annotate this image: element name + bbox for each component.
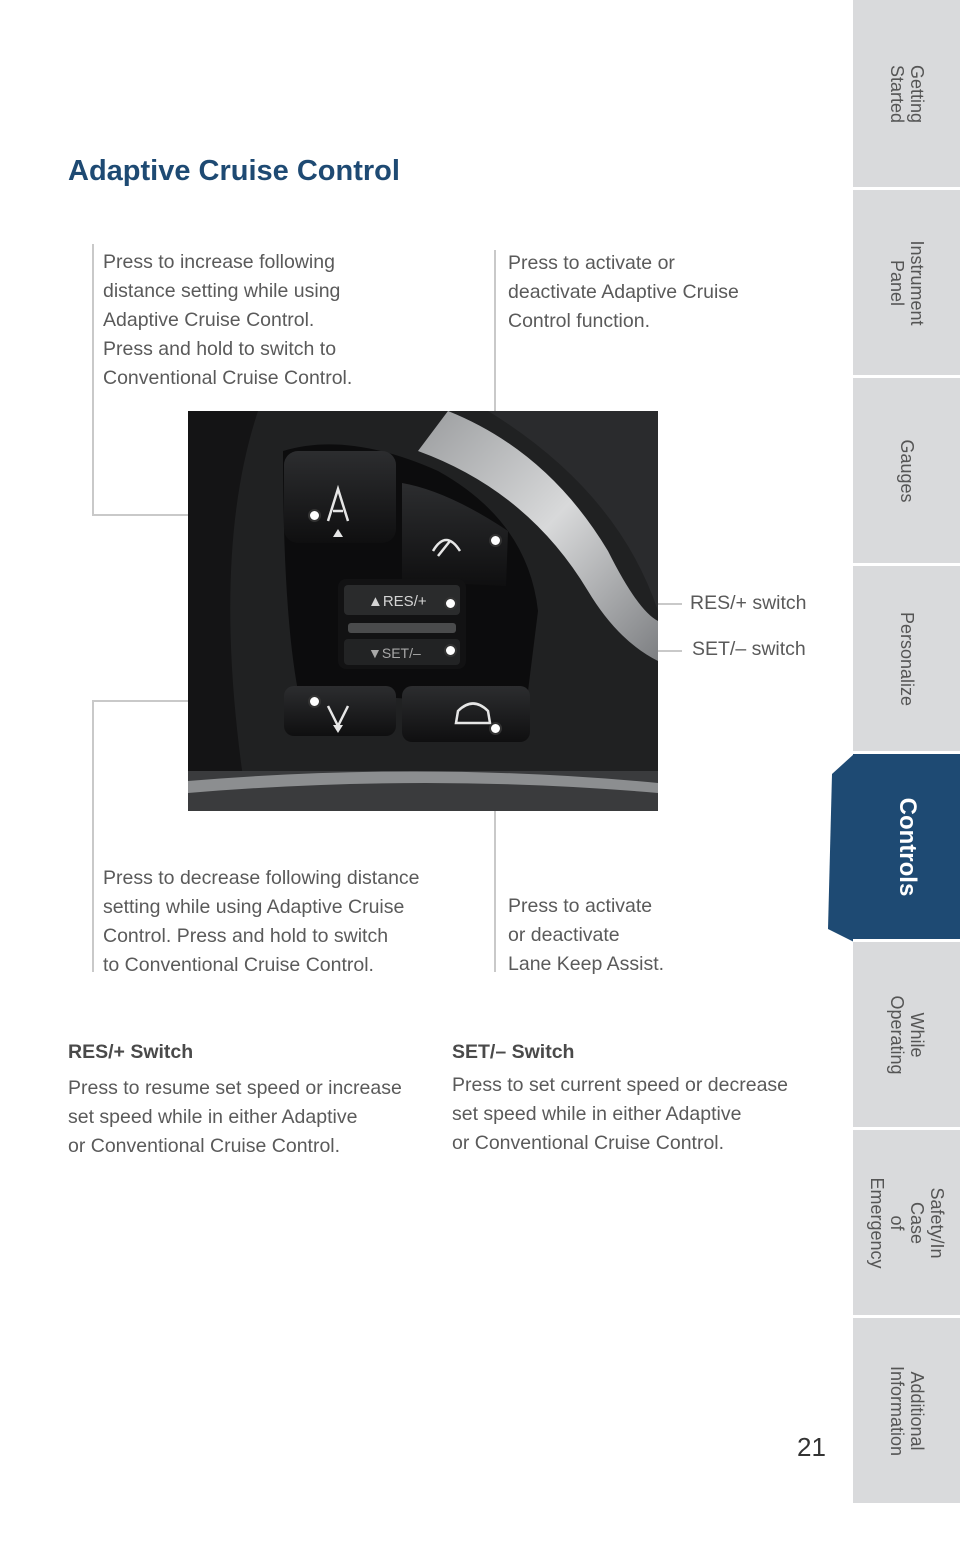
res-switch-label: RES/+ switch <box>690 592 807 614</box>
tab-label: Additional Information <box>886 1365 927 1456</box>
lane-keep-callout: Press to activate or deactivate Lane Keep Assist. <box>508 895 665 975</box>
tab-gauges[interactable] <box>853 378 960 566</box>
increase-distance-callout: Press to increase following distance setting while using Adaptive Cruise Control. Press and hold to switch to Conventional Cruise Control. <box>103 251 353 389</box>
res-switch-text: ▲RES/+ <box>368 593 427 610</box>
tab-label: Safety/In Case of Emergency <box>866 1176 947 1269</box>
page-number: 21 <box>797 1432 826 1462</box>
tab-label: Instrument Panel <box>886 239 927 326</box>
set-switch-text: ▼SET/– <box>368 645 421 661</box>
callout-dot <box>489 534 502 547</box>
set-section-body: Press to set current speed or decrease set speed while in either Adaptive or Conventional Cruise Control. <box>452 1074 789 1154</box>
tab-label: Personalize <box>896 611 917 706</box>
tab-controls[interactable] <box>853 754 960 942</box>
tab-additional-information[interactable] <box>853 1318 960 1506</box>
steering-wheel-switch-photo <box>188 411 658 811</box>
tab-label: While Operating <box>886 994 927 1075</box>
leader-line <box>92 700 94 972</box>
tab-while-operating[interactable] <box>853 942 960 1130</box>
tab-label: Controls <box>893 797 921 896</box>
set-section-heading: SET/– Switch <box>452 1041 575 1063</box>
callout-dot <box>444 644 457 657</box>
lane-keep-button <box>402 686 530 742</box>
callout-dot <box>308 695 321 708</box>
leader-line <box>92 244 94 516</box>
callout-dot <box>489 722 502 735</box>
active-tab-wedge <box>828 754 854 942</box>
steering-wheel-illustration <box>188 411 658 811</box>
tab-instrument-panel[interactable] <box>853 190 960 378</box>
tab-label: Gauges <box>896 438 917 503</box>
tab-personalize[interactable] <box>853 566 960 754</box>
set-switch-label: SET/– switch <box>692 638 806 660</box>
decrease-distance-callout: Press to decrease following distance setting while using Adaptive Cruise Control. Press and hold to switch to Conventional Cruise Control. <box>103 867 420 976</box>
callout-dot <box>308 509 321 522</box>
res-section-body: Press to resume set speed or increase set speed while in either Adaptive or Conventional Cruise Control. <box>68 1077 402 1157</box>
activate-acc-callout: Press to activate or deactivate Adaptive Cruise Control function. <box>508 252 739 332</box>
tab-label: Getting Started <box>886 64 927 123</box>
tab-safety-emergency[interactable] <box>853 1130 960 1318</box>
callout-dot <box>444 597 457 610</box>
res-section-heading: RES/+ Switch <box>68 1041 194 1063</box>
tab-getting-started[interactable] <box>853 0 960 190</box>
page-title: Adaptive Cruise Control <box>68 155 400 187</box>
